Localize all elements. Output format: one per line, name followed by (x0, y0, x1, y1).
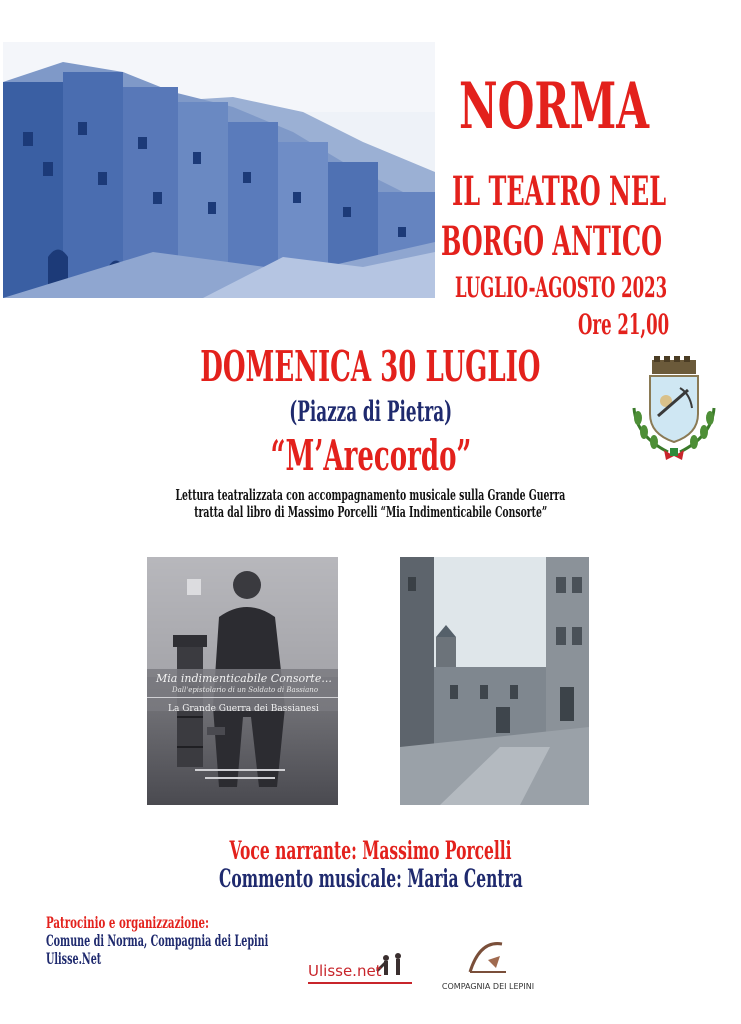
town-title: NORMA (459, 69, 650, 144)
show-title-wrap (0, 430, 741, 482)
sponsors-heading: Patrocinio e organizzazione: (46, 913, 209, 932)
book-cover-title: Mia indimenticabile Consorte... (156, 672, 332, 685)
narrator-credit-wrap (0, 836, 741, 866)
show-description-line1: Lettura teatralizzata con accompagnamento musicale sulla Grande Guerra (175, 486, 566, 504)
compagnia-dei-lepini-logo-text: COMPAGNIA DEI LEPINI (441, 982, 535, 991)
music-credit-wrap (0, 864, 741, 894)
narrator-credit: Voce narrante: Massimo Porcelli (229, 836, 512, 865)
show-venue: (Piazza di Pietra) (289, 395, 452, 428)
sponsors-line1: Comune di Norma, Compagnia dei Lepini (46, 931, 269, 950)
music-credit: Commento musicale: Maria Centra (218, 864, 523, 893)
event-period: LUGLIO-AGOSTO 2023 (455, 271, 668, 304)
event-time: Ore 21,00 (578, 308, 670, 341)
ulisse-net-logo (306, 948, 414, 988)
book-cover-series: La Grande Guerra dei Bassianesi (168, 704, 319, 714)
ulisse-net-logo-text: Ulisse.net (308, 962, 382, 980)
compagnia-dei-lepini-logo (430, 934, 546, 996)
show-venue-wrap (0, 395, 741, 429)
show-description-line2-wrap (0, 502, 741, 521)
hero-village-photo (3, 42, 435, 298)
show-date: DOMENICA 30 LUGLIO (200, 342, 541, 391)
sponsors-line2: Ulisse.Net (46, 949, 102, 968)
show-description-line2: tratta dal libro di Massimo Porcelli “Mia Indimenticabile Consorte” (193, 503, 548, 521)
show-date-wrap (0, 341, 741, 393)
event-title-line2: BORGO ANTICO (441, 218, 662, 265)
event-title-line1: IL TEATRO NEL (452, 168, 667, 215)
book-cover-subtitle: Dall'epistolario di un Soldato di Bassiano (172, 686, 319, 694)
show-title: “M’Arecordo” (270, 431, 471, 480)
piazza-photo (400, 557, 589, 805)
